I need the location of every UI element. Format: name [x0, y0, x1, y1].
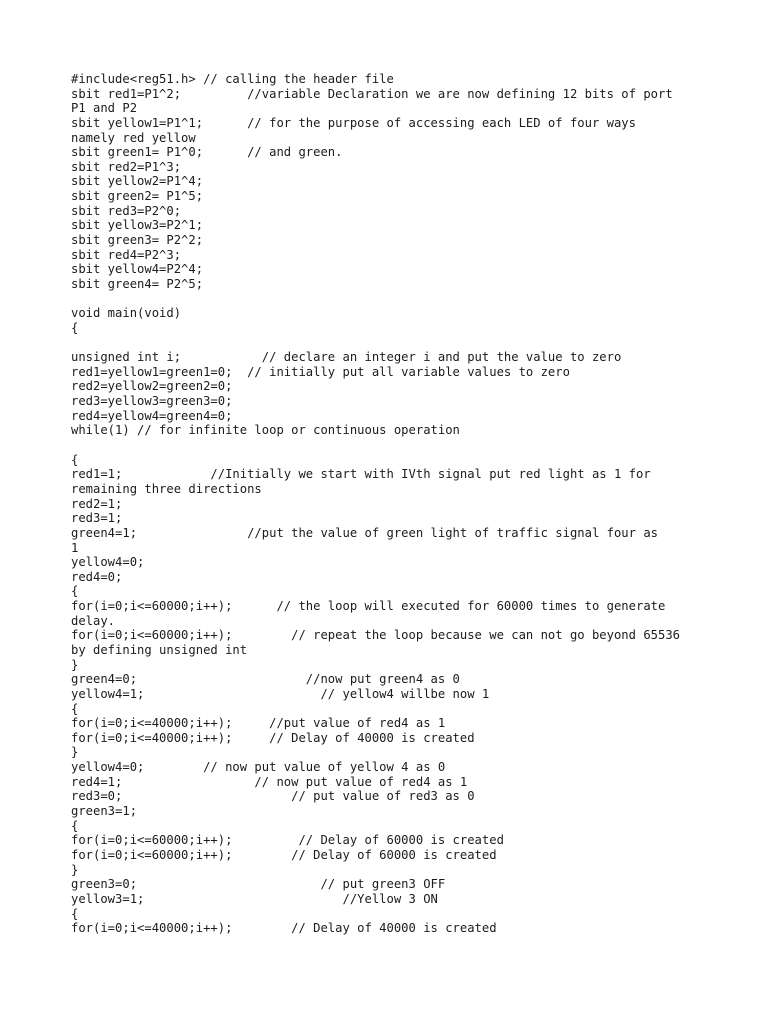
code-line: {: [71, 452, 79, 467]
code-line: sbit green3= P2^2;: [71, 233, 204, 248]
code-line: green4=1; //put the value of green light of traffic signal four as: [71, 525, 658, 540]
code-line: unsigned int i; // declare an integer i and put the value to zero: [71, 350, 622, 365]
code-line: {: [71, 701, 79, 716]
code-line: sbit red4=P2^3;: [71, 247, 182, 262]
code-line: {: [71, 906, 79, 921]
code-line: sbit green4= P2^5;: [71, 276, 204, 291]
code-line: for(i=0;i<=60000;i++); // Delay of 60000 is created: [71, 847, 497, 862]
code-line: [71, 336, 711, 351]
code-line: red4=0;: [71, 569, 123, 584]
code-line: sbit green1= P1^0; // and green.: [71, 145, 343, 160]
code-line: red3=yellow3=green3=0;: [71, 394, 233, 409]
code-line: }: [71, 862, 79, 877]
code-line: sbit red3=P2^0;: [71, 203, 182, 218]
code-line: by defining unsigned int: [71, 642, 248, 657]
code-line: sbit red2=P1^3;: [71, 159, 182, 174]
code-line: red1=yellow1=green1=0; // initially put all variable values to zero: [71, 364, 570, 379]
code-line: for(i=0;i<=40000;i++); // Delay of 40000 is created: [71, 730, 475, 745]
code-line: for(i=0;i<=60000;i++); // Delay of 60000 is created: [71, 833, 504, 848]
code-line: sbit yellow4=P2^4;: [71, 262, 204, 277]
code-line: yellow4=0;: [71, 555, 145, 570]
code-line: for(i=0;i<=40000;i++); // Delay of 40000 is created: [71, 921, 497, 936]
code-line: {: [71, 818, 79, 833]
code-line: for(i=0;i<=60000;i++); // repeat the loop because we can not go beyond 65536: [71, 628, 681, 643]
code-line: red3=0; // put value of red3 as 0: [71, 789, 475, 804]
code-line: yellow4=1; // yellow4 willbe now 1: [71, 686, 490, 701]
code-line: for(i=0;i<=40000;i++); //put value of red4 as 1: [71, 716, 446, 731]
code-line: red4=1; // now put value of red4 as 1: [71, 774, 468, 789]
code-line: yellow4=0; // now put value of yellow 4 as 0: [71, 760, 446, 775]
code-line: remaining three directions: [71, 481, 262, 496]
code-line: red1=1; //Initially we start with IVth signal put red light as 1 for: [71, 467, 651, 482]
code-line: red2=yellow2=green2=0;: [71, 379, 233, 394]
code-line: sbit yellow1=P1^1; // for the purpose of accessing each LED of four ways: [71, 115, 636, 130]
code-line: [71, 438, 711, 453]
code-line: red3=1;: [71, 511, 123, 526]
code-line: delay.: [71, 613, 116, 628]
code-line: while(1) // for infinite loop or continuous operation: [71, 423, 460, 438]
code-line: sbit green2= P1^5;: [71, 189, 204, 204]
code-line: namely red yellow: [71, 130, 196, 145]
code-line: 1: [71, 540, 79, 555]
code-line: green3=0; // put green3 OFF: [71, 877, 446, 892]
code-line: green4=0; //now put green4 as 0: [71, 672, 460, 687]
code-line: red4=yellow4=green4=0;: [71, 408, 233, 423]
code-line: green3=1;: [71, 804, 138, 819]
code-line: for(i=0;i<=60000;i++); // the loop will executed for 60000 times to generate: [71, 599, 666, 614]
code-line: red2=1;: [71, 496, 123, 511]
code-line: {: [71, 584, 79, 599]
code-line: P1 and P2: [71, 101, 138, 116]
code-line: sbit yellow2=P1^4;: [71, 174, 204, 189]
code-listing: [71, 72, 711, 936]
code-line: void main(void): [71, 306, 182, 321]
code-line: sbit yellow3=P2^1;: [71, 218, 204, 233]
code-line: #include<reg51.h> // calling the header file: [71, 72, 394, 86]
code-line: }: [71, 657, 79, 672]
code-line: [71, 292, 711, 307]
code-line: yellow3=1; //Yellow 3 ON: [71, 891, 438, 906]
code-line: {: [71, 320, 79, 335]
code-line: }: [71, 745, 79, 760]
code-line: sbit red1=P1^2; //variable Declaration we are now defining 12 bits of port: [71, 86, 673, 101]
